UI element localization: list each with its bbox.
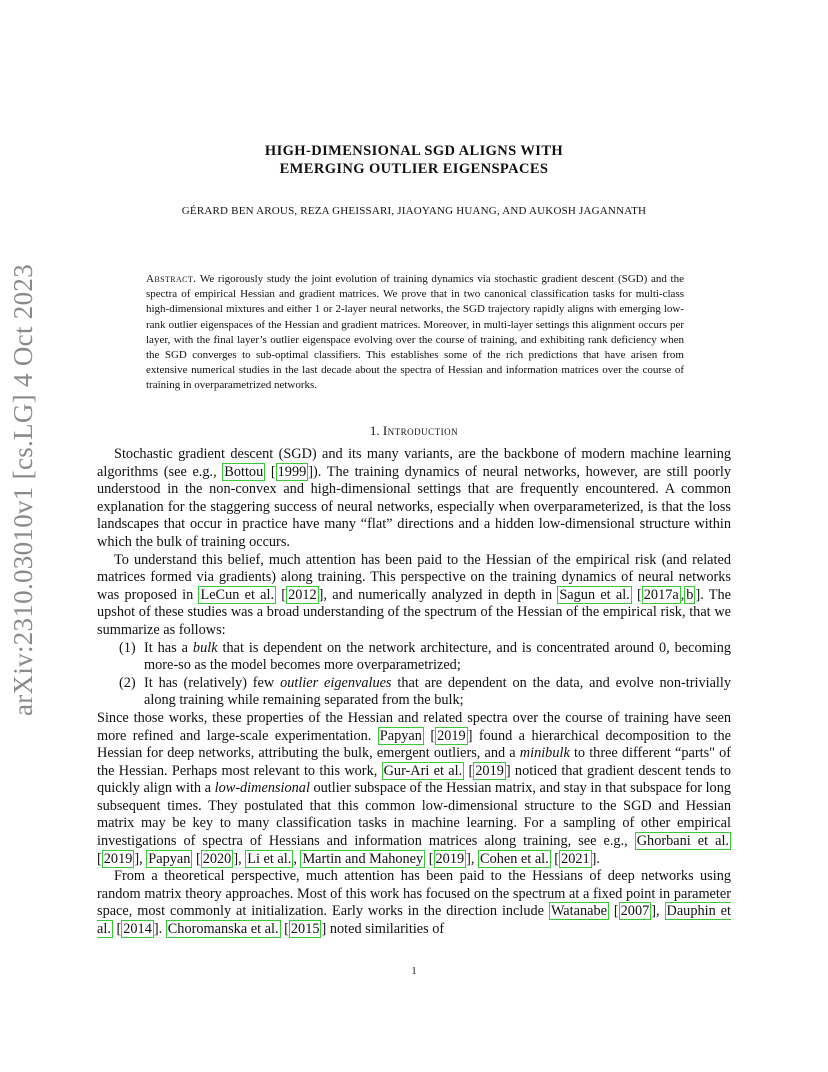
- citation-link[interactable]: Bottou: [224, 463, 264, 480]
- section-title: Introduction: [382, 423, 459, 438]
- citation-year-link[interactable]: 2017a: [643, 586, 679, 603]
- text-run: From a theoretical perspective, much attention has been paid to the Hessians of deep networks using random matrix theory approaches. Most of this work has focused on the spectrum at a fixed point in parameter space, most commonly at initialization. Early works in the direction include: [97, 868, 731, 920]
- emphasis: minibulk: [519, 745, 570, 762]
- list-number: (1): [119, 639, 136, 656]
- emphasis: low-dimensional: [214, 780, 310, 797]
- emphasis: bulk: [192, 639, 218, 656]
- paragraph-4: From a theoretical perspective, much attention has been paid to the Hessians of deep networks using random matrix theory approaches. Most of this work has focused on the spectrum at a fixed point in parameter space, most commonly at initialization. Early works in the direction include Watanabe [ 2007 ], Dauphin et al. [ 2014 ]. Choromanska et al. [ 2015 ] noted similarities of: [97, 868, 731, 938]
- emphasis: outlier eigenvalues: [280, 674, 392, 691]
- citation-link[interactable]: Martin and Mahoney: [302, 850, 424, 867]
- text-run: ). The training dynamics of neural networks, however, are still poorly understood in the non-convex and high-dimensional settings that are frequently encountered. A common explanation for the staggering success of neural networks, especially when overparameterized, is that the loss landscapes that occur in practice have many “flat” directions and a hidden low-dimensional structure within which the bulk of training occurs.: [97, 463, 731, 550]
- paper-title-line-2: EMERGING OUTLIER EIGENSPACES: [279, 161, 549, 177]
- citation-link[interactable]: Sagun et al.: [559, 586, 630, 603]
- citation-link[interactable]: LeCun et al.: [200, 586, 275, 603]
- citation-year-link[interactable]: 2021: [561, 850, 590, 867]
- citation-year-link[interactable]: 2019: [475, 762, 504, 779]
- text-run: noticed that gradient descent tends to quickly align with a: [97, 762, 731, 797]
- author-list: GÉRARD BEN AROUS, REZA GHEISSARI, JIAOYANG HUANG, AND AUKOSH JAGANNATH: [181, 205, 647, 217]
- text-run: noted similarities of: [326, 921, 445, 938]
- citation-year-link[interactable]: 2020: [202, 850, 232, 867]
- text-run: It has (relatively) few: [144, 674, 281, 691]
- citation-year-link[interactable]: 2007: [620, 903, 650, 920]
- text-run: Stochastic gradient descent (SGD) and its many variants, are the backbone of modern machine learning algorithms (see e.g.,: [97, 446, 731, 480]
- text-run: , and numerically analyzed in depth in: [323, 586, 558, 603]
- citation-link[interactable]: Li et al.: [247, 850, 292, 867]
- citation-year-link[interactable]: 2019: [437, 727, 466, 744]
- citation-link[interactable]: Watanabe: [550, 903, 607, 920]
- citation-year-link[interactable]: 1999: [277, 463, 307, 480]
- page-number: 1: [411, 966, 417, 977]
- summary-list: [97, 640, 731, 710]
- abstract: [146, 272, 684, 394]
- citation-link[interactable]: Choromanska et al.: [167, 921, 279, 938]
- abstract-label: Abstract.: [146, 273, 197, 285]
- citation-link[interactable]: Gur-Ari et al.: [383, 762, 463, 779]
- citation-year-link[interactable]: 2015: [290, 921, 320, 938]
- citation-link[interactable]: Cohen et al.: [480, 850, 549, 867]
- citation-year-link[interactable]: 2019: [435, 850, 465, 867]
- text-run: outlier subspace of the Hessian matrix, and stay in that subspace for long subsequent times. They postulated that this common low-dimensional structure to the SGD and Hessian matrix may be key to many classification tasks in machine learning. For a sampling of other empirical investigations of spectra of Hessians and information matrices along training, see e.g.,: [97, 780, 732, 850]
- citation-year-link[interactable]: 2014: [123, 921, 152, 938]
- text-run: Since those works, these properties of the Hessian and related spectra over the course of training have seen more refined and large-scale experimentation.: [97, 709, 731, 744]
- abstract-text: We rigorously study the joint evolution of training dynamics via stochastic gradient descent (SGD) and the spectra of empirical Hessian and gradient matrices. We prove that in two canonical classification tasks for multi-class high-dimensional mixtures and either 1 or 2-layer neural networks, the SGD trajectory rapidly aligns with emerging low-rank outlier eigenspaces of the Hessian and gradient matrices. Moreover, in multi-layer settings this alignment occurs per layer, with the final layer’s outlier eigenspace evolving over the course of training, and exhibiting rank deficiency when the SGD converges to sub-optimal classifiers. This establishes some of the rich predictions that have arisen from extensive numerical studies in the last decade about the spectra of Hessian and information matrices over the course of training in overparametrized networks.: [146, 273, 684, 392]
- section-heading: [0, 423, 828, 439]
- citation-link[interactable]: Dauphin et al.: [97, 903, 731, 938]
- citation-link[interactable]: Papyan: [148, 850, 191, 867]
- list-item: [97, 675, 731, 710]
- list-item: [97, 640, 731, 675]
- citation-year-link[interactable]: b: [686, 586, 694, 603]
- text-run: To understand this belief, much attention has been paid to the Hessian of the empirical risk (and related matrices formed via gradients) along training. This perspective on the training dynamics of neural networks was proposed in: [97, 551, 731, 603]
- list-number: (2): [119, 674, 136, 691]
- citation-link[interactable]: Ghorbani et al.: [636, 833, 729, 850]
- paragraph-1: Stochastic gradient descent (SGD) and its many variants, are the backbone of modern machine learning algorithms (see e.g., Bottou [ 1999 ]). The training dynamics of neural networks, however, are still poorly understood in the non-convex and high-dimensional settings that are frequently encountered. A common explanation for the staggering success of neural networks, especially when overparameterized, is that the loss landscapes that occur in practice have many “flat” directions and a hidden low-dimensional structure within which the bulk of training occurs.: [97, 446, 731, 550]
- citation-link[interactable]: Papyan: [379, 727, 422, 744]
- citation-year-link[interactable]: 2012: [288, 586, 317, 603]
- text-run: . The upshot of these studies was a broad understanding of the spectrum of the Hessian of the empirical risk, that we summarize as follows:: [97, 586, 731, 638]
- body-text: [97, 446, 731, 939]
- text-run: found a hierarchical decomposition to the Hessian for deep networks, attributing the bulk, emergent outliers, and a: [97, 727, 731, 762]
- paragraph-3: Since those works, these properties of the Hessian and related spectra over the course of training have seen more refined and large-scale experimentation. Papyan [ 2019 ] found a hierarchical decomposition to the Hessian for deep networks, attributing the bulk, emergent outliers, and a minibulk to three different “parts" of the Hessian. Perhaps most relevant to this work, Gur-Ari et al. [ 2019 ] noticed that gradient descent tends to quickly align with a low-dimensional outlier subspace of the Hessian matrix, and stay in that subspace for long subsequent times. They postulated that this common low-dimensional structure to the SGD and Hessian matrix may be key to many classification tasks in machine learning. For a sampling of other empirical investigations of spectra of Hessians and information matrices along training, see e.g., Ghorbani et al. [ 2019 ], Papyan [ 2020 ], Li et al. , Martin and Mahoney [ 2019 ], Cohen et al. [ 2021 ].: [97, 709, 732, 867]
- paragraph-2: To understand this belief, much attention has been paid to the Hessian of the empirical risk (and related matrices formed via gradients) along training. This perspective on the training dynamics of neural networks was proposed in LeCun et al. [ 2012 ], and numerically analyzed in depth in Sagun et al. [ 2017a , b ]. The upshot of these studies was a broad understanding of the spectrum of the Hessian of the empirical risk, that we summarize as follows:: [97, 551, 731, 638]
- text-run: that is dependent on the network architecture, and is concentrated around 0, becoming more-so as the model becomes more overparametrized;: [144, 639, 731, 674]
- text-run: to three different “parts" of the Hessian. Perhaps most relevant to this work,: [97, 745, 732, 779]
- text-run: that are dependent on the data, and evolve non-trivially along training while remaining separated from the bulk;: [144, 674, 732, 709]
- paper-title-line-1: HIGH-DIMENSIONAL SGD ALIGNS WITH: [264, 143, 564, 159]
- arxiv-identifier: arXiv:2310.03010v1 [cs.LG] 4 Oct 2023: [8, 263, 38, 717]
- text-run: It has a: [144, 639, 193, 656]
- citation-year-link[interactable]: 2019: [103, 850, 133, 867]
- section-number: 1.: [369, 423, 380, 438]
